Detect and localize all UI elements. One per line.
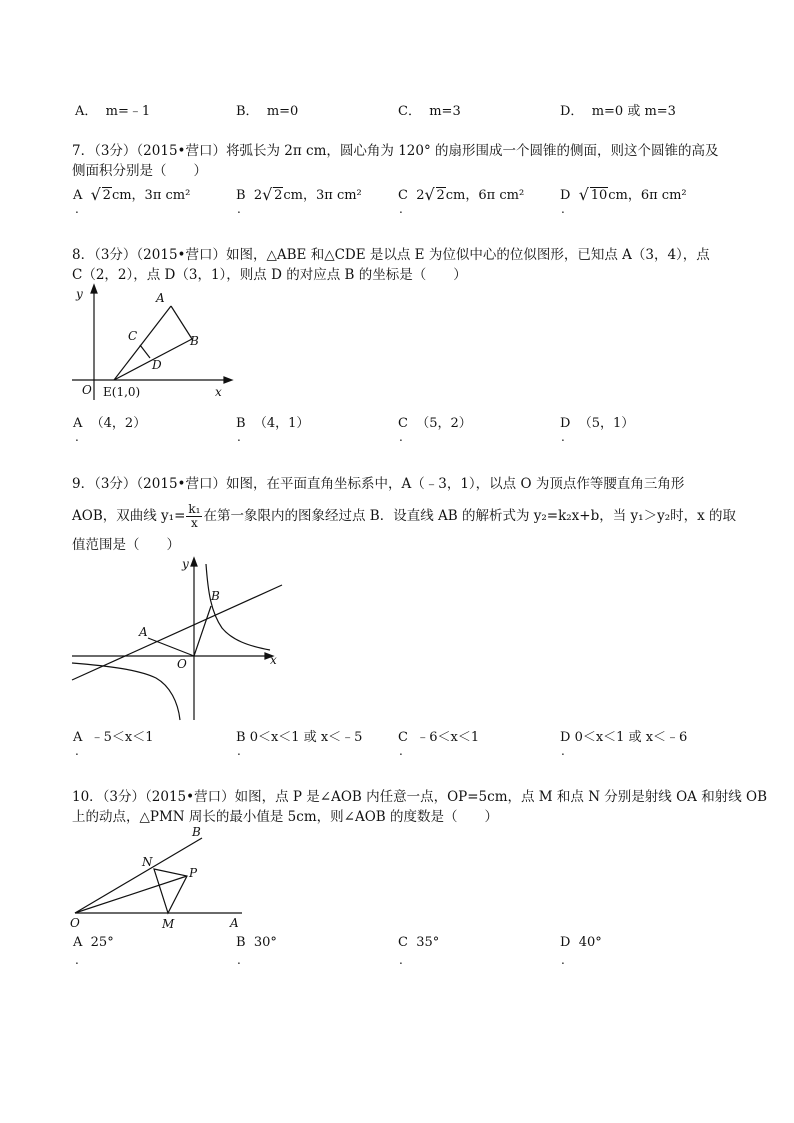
q9-fraction: $\frac{\text{k₁}}{x}$ [188, 502, 201, 530]
q6-option-b: B． m=0 [236, 104, 299, 119]
q8-label-o: O [82, 383, 92, 397]
q8-label-d: D [152, 358, 162, 372]
q7-option-a: A √ 2cm，3π cm² [73, 185, 191, 204]
q9-y-arrow [191, 558, 197, 566]
q9-option-c: C ﹣6＜x＜1 [398, 730, 480, 745]
q8-line-ab [171, 306, 192, 339]
q9-stem-line2: AOB，双曲线 y₁= $\frac{\text{k₁}}{x}$ 在第一象限内的图象经过点 B．设直线 AB 的解析式为 y₂=k₂x+b，当 y₁＞y₂时，x 的取 [72, 502, 737, 530]
q8-y-arrow [91, 285, 97, 293]
q7-option-d: D √ 10cm，6π cm² [560, 185, 687, 204]
q9-dot-c: . [399, 744, 403, 758]
q8-label-c: C [128, 329, 138, 343]
q8-stem-line2: C（2，2），点 D（3，1），则点 D 的对应点 B 的坐标是（ ） [72, 267, 467, 283]
q7-dot-b: . [237, 202, 241, 216]
q8-line-ea [114, 306, 171, 380]
q9-dot-b: . [237, 744, 241, 758]
q9-label-a: A [139, 625, 148, 639]
q9-line-ao [148, 638, 194, 656]
q9-option-a: A ﹣5＜x＜1 [73, 730, 154, 745]
q9-label-o: O [177, 657, 187, 671]
q10-stem-line2: 上的动点，△PMN 周长的最小值是 5cm，则∠AOB 的度数是（ ） [72, 809, 498, 825]
q8-label-b: B [190, 334, 199, 348]
q8-dot-d: . [561, 430, 565, 444]
q7-dot-a: . [75, 202, 79, 216]
q8-dot-c: . [399, 430, 403, 444]
q8-stem-line1: 8．（3分）（2015•营口）如图，△ABE 和△CDE 是以点 E 为位似中心的位似图形，已知点 A（3，4），点 [72, 247, 710, 263]
q7-option-b: B 2 √ 2cm，3π cm² [236, 185, 362, 204]
q10-triangle-pmn [154, 869, 187, 913]
q9-dot-a: . [75, 744, 79, 758]
q6-option-c: C． m=3 [398, 104, 461, 119]
q10-label-b: B [192, 825, 201, 839]
q10-label-a: A [230, 916, 239, 930]
q10-option-c: C 35° [398, 935, 440, 950]
q9-label-x: x [270, 653, 277, 667]
q9-figure [70, 552, 285, 722]
q7-option-c: C 2 √ 2cm，6π cm² [398, 185, 525, 204]
q7-dot-c: . [399, 202, 403, 216]
q10-label-m: M [162, 917, 175, 931]
q6-option-a: A． m=﹣1 [75, 104, 151, 119]
q10-option-b: B 30° [236, 935, 277, 950]
q8-label-a: A [156, 291, 165, 305]
q10-option-d: D 40° [560, 935, 602, 950]
q9-stem-line1: 9．（3分）（2015•营口）如图，在平面直角坐标系中，A（﹣3，1），以点 O 为顶点作等腰直角三角形 [72, 476, 685, 492]
q10-dot-d: . [561, 953, 565, 967]
q10-label-n: N [142, 855, 153, 869]
q7-stem-line1: 7．（3分）（2015•营口）将弧长为 2π cm，圆心角为 120° 的扇形围成一个圆锥的侧面，则这个圆锥的高及 [72, 143, 719, 159]
q10-dot-c: . [399, 953, 403, 967]
q10-figure [70, 822, 250, 932]
q8-option-c: C （5，2） [398, 416, 472, 431]
q9-stem-line3: 值范围是（ ） [72, 537, 180, 553]
q7-stem-line2: 侧面积分别是（ ） [72, 163, 207, 179]
q8-option-b: B （4，1） [236, 416, 310, 431]
q8-option-d: D （5，1） [560, 416, 635, 431]
q8-label-e: E(1,0) [103, 385, 141, 399]
q9-hyperbola-q1 [206, 564, 270, 650]
q10-dot-a: . [75, 953, 79, 967]
q10-label-p: P [189, 866, 198, 880]
q9-option-b: B 0＜x＜1 或 x＜﹣5 [236, 730, 363, 745]
q8-dot-a: . [75, 430, 79, 444]
q8-figure [70, 282, 240, 404]
q6-option-d: D． m=0 或 m=3 [560, 104, 676, 119]
q10-stem-line1: 10．（3分）（2015•营口）如图，点 P 是∠AOB 内任意一点，OP=5cm，点 M 和点 N 分别是射线 OA 和射线 OB [72, 789, 767, 805]
q8-label-y: y [76, 287, 83, 301]
q9-line-ob [194, 606, 211, 656]
q8-dot-b: . [237, 430, 241, 444]
q9-option-d: D 0＜x＜1 或 x＜﹣6 [560, 730, 688, 745]
q8-label-x: x [215, 385, 222, 399]
q8-line-cd [140, 345, 150, 358]
q7-dot-d: . [561, 202, 565, 216]
q9-label-b: B [211, 589, 220, 603]
q10-dot-b: . [237, 953, 241, 967]
q10-option-a: A 25° [73, 935, 114, 950]
q9-label-y: y [182, 557, 189, 571]
q8-option-a: A （4，2） [73, 416, 147, 431]
q10-label-o: O [70, 916, 80, 930]
q9-hyperbola-q3 [72, 663, 180, 720]
q9-dot-d: . [561, 744, 565, 758]
q8-x-arrow [224, 377, 232, 383]
